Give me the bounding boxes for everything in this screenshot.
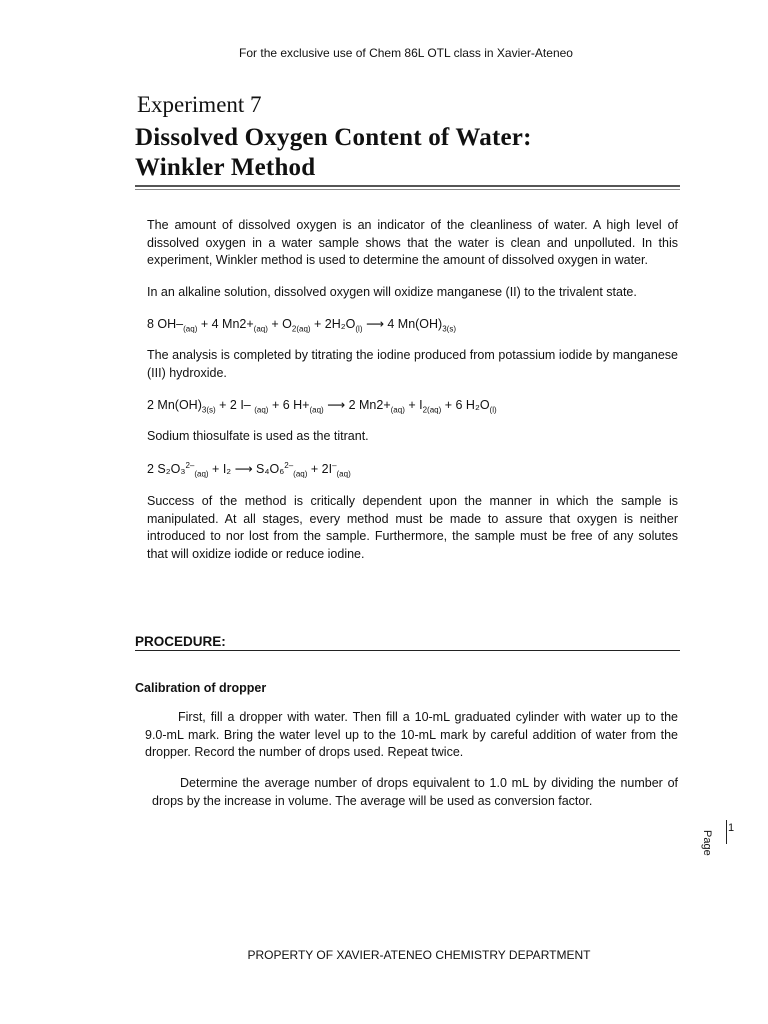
titrant-paragraph: Sodium thiosulfate is used as the titrant. bbox=[147, 429, 369, 443]
procedure-divider bbox=[135, 650, 680, 651]
calibration-heading: Calibration of dropper bbox=[135, 681, 267, 695]
equation-3: 2 S₂O₃$^{2-}_{(aq)}$ + I₂ ⟶ $S_4O_6^{2-}_{(aq)} + 2I^-_{(aq)}$ bbox=[147, 461, 351, 479]
page-title-line2: Winkler Method bbox=[135, 154, 316, 181]
calibration-step-2: Determine the average number of drops equivalent to 1.0 mL by dividing the number of drops by the increase in volume. The average will be used as conversion factor. bbox=[152, 776, 678, 808]
success-paragraph: Success of the method is critically dependent upon the manner in which the sample is manipulated. At all stages, every method must be made to assure that oxygen is neither introduced to nor lost from the sample. Furthermore, the sample must be free of any solutes that will oxidize iodide or reduce iodine. bbox=[147, 494, 678, 561]
alkaline-paragraph: In an alkaline solution, dissolved oxygen will oxidize manganese (II) to the trivalent state. bbox=[147, 285, 637, 299]
equation-1: 8 $OH-_{(aq)} + 4$ $Mn2+_{(aq)} + O_{2(aq)} + 2H_2O_{(l)}$ ⟶ 4 $Mn(OH)_{3(s)}$ bbox=[147, 317, 457, 334]
equation-2: 2 $Mn(OH)_{3(s)} + 2$ I– $_{(aq)}$ + 6 $H+_{(aq)}$ ⟶ 2 $Mn2+_{(aq)} + I_{2(aq)} + 6$ $H_2O_{(l)}$ bbox=[147, 398, 497, 415]
footer-note: PROPERTY OF XAVIER-ATENEO CHEMISTRY DEPARTMENT bbox=[247, 948, 591, 962]
title-divider-thin bbox=[135, 189, 680, 190]
intro-paragraph: The amount of dissolved oxygen is an indicator of the cleanliness of water. A high level of dissolved oxygen in a water sample shows that the water is clean and unpolluted. In this experiment, Winkler method is used to determine the amount of dissolved oxygen in water. bbox=[147, 218, 678, 267]
procedure-heading: PROCEDURE: bbox=[135, 634, 226, 649]
title-divider bbox=[135, 185, 680, 187]
experiment-label: Experiment 7 bbox=[137, 92, 262, 117]
page-label: Page bbox=[701, 830, 713, 856]
page-title-line1: Dissolved Oxygen Content of Water: bbox=[135, 124, 532, 151]
analysis-paragraph: The analysis is completed by titrating the iodine produced from potassium iodide by manganese (III) hydroxide. bbox=[147, 348, 678, 380]
header-note: For the exclusive use of Chem 86L OTL class in Xavier-Ateneo bbox=[239, 46, 573, 60]
calibration-step-1: First, fill a dropper with water. Then fill a 10-mL graduated cylinder with water up to the 9.0-mL mark. Bring the water level up to the 10-mL mark by careful addition of water from the dropper. Record the number of drops used. Repeat twice. bbox=[145, 710, 678, 759]
page-number: 1 bbox=[728, 822, 735, 834]
